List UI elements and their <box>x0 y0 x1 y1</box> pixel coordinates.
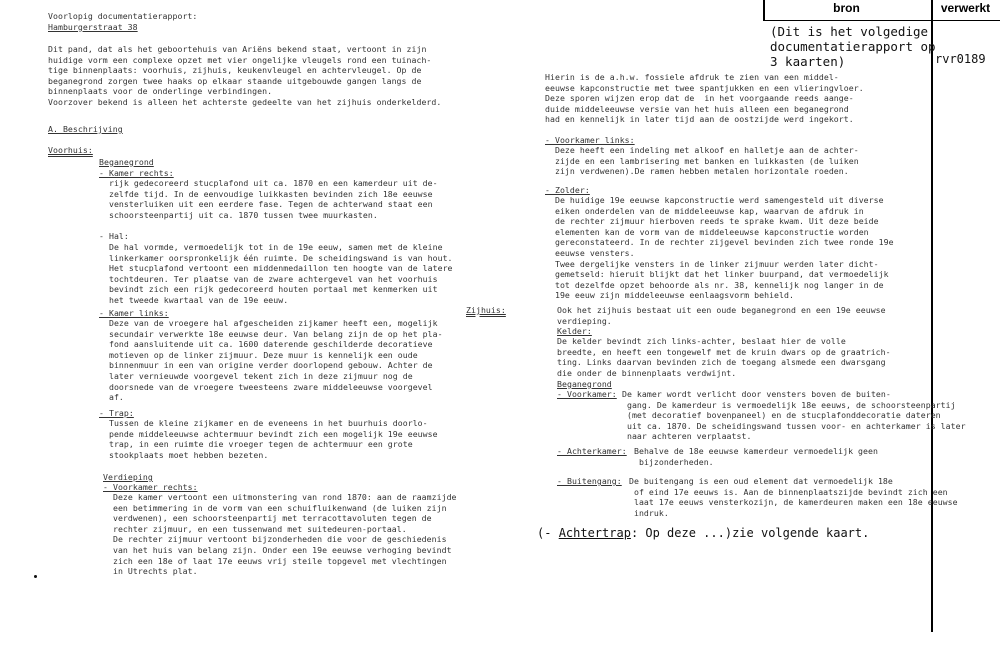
verwerkt-code: rvr0189 <box>935 52 986 66</box>
zijhuis-beganegrond-heading: Beganegrond <box>557 379 612 389</box>
achterkamer-heading: - Achterkamer: <box>557 446 627 456</box>
section-a-heading: A. Beschrijving <box>48 124 123 134</box>
kelder-text: De kelder bevindt zich links-achter, beslaat hier de volle breedte, en heeft een tongewelf met de kruin dwars op de graatrich- ting. Links daarvan bevinden zich de toegang alsmede een dwarsgang die onder de binnenplaats verdwijnt. <box>557 336 891 378</box>
voorkamer-links-heading: - Voorkamer links: <box>545 135 635 145</box>
header-table <box>763 0 1000 21</box>
hal-heading: - Hal: <box>99 231 129 241</box>
bottom-note <box>537 526 869 540</box>
buitengang-text: De buitengang is een oud element dat vermoedelijk 18e of eind 17e eeuws is. Aan de binnenplaatszijde bevindt zich een laat 17e eeuws vensterkozijn, de kamerdeuren maken een 18e eeuwse indruk. <box>628 476 958 518</box>
voorkamer-links-text: Deze heeft een indeling met alkoof en halletje aan de achter- zijde en een lambrisering met banken en luikkasten (de luiken zijn verdwenen).De ramen hebben metalen horizontale roeden. <box>554 145 859 177</box>
hal-text: De hal vormde, vermoedelijk tot in de 19e eeuw, samen met de kleine linkerkamer oorspronkelijk één ruimte. De scheidingswand is van hout. Het stucplafond vertoont een middenmedaillon ten hoogte van de latere tochtdeuren. Ter plaatse van de zware achtergevel van het voorhuis bevindt zich een rijk gedecoreerd houten portaal met kenmerken uit het tweede kwartaal van de 19e eeuw. <box>108 242 453 305</box>
verdieping-heading: Verdieping <box>103 472 153 482</box>
zolder-heading: - Zolder: <box>545 185 590 195</box>
zijhuis-heading: Zijhuis: <box>466 305 506 315</box>
kelder-heading: Kelder: <box>557 326 592 336</box>
verwerkt-column-header: verwerkt <box>940 1 991 15</box>
achtertrap-label: Achtertrap <box>558 526 631 540</box>
margin-dot <box>34 575 37 578</box>
voorhuis-heading: Voorhuis: <box>48 145 93 155</box>
bottom-note-prefix: (- <box>537 526 559 540</box>
report-address: Hamburgerstraat 38 <box>48 22 138 32</box>
zolder-intro-paragraph: Hierin is de a.h.w. fossiele afdruk te zien van een middel- eeuwse kapconstructie met twee spantjukken en een vlieringvloer. Deze sporen wijzen erop dat de in het voorgaande reeds aange- duide middeleeuwse versie van het huis alleen een beganegrond had en kennelijk in later tijd aan de oostzijde werd ingekort. <box>545 72 864 125</box>
trap-heading: - Trap: <box>99 408 134 418</box>
table-column-divider <box>931 0 933 632</box>
kamer-links-text: Deze van de vroegere hal afgescheiden zijkamer heeft een, mogelijk secundair verwerkte 18e eeuwse deur. Van belang zijn de op het pla- fond aansluitende uit ca. 1600 daterende geschilderde decoratieve motieven op de linker zijmuur. Deze muur is kennelijk een oude binnenmuur in een van origine verder doorlopend gebouw. Achter de later vernieuwde voorgevel tekent zich in deze zijmuur nog de doorsnede van de vroegere tweesteens zware middeleeuwse voorgevel af. <box>108 318 443 403</box>
bottom-note-suffix: : Op deze ...)zie volgende kaart. <box>630 526 870 540</box>
buitengang-heading: - Buitengang: <box>557 476 622 486</box>
trap-text: Tussen de kleine zijkamer en de eveneens in het buurhuis doorlo- pende middeleeuwse achtermuur bevindt zich een mogelijk 19e eeuwse trap, in een ruimte die vroeger tegen de achtermuur een grote stookplaats moet hebben bezeten. <box>108 418 438 460</box>
voorkamer-text: De kamer wordt verlicht door vensters boven de buiten- gang. De kamerdeur is vermoedelijk 18e eeuws, de schoorsteenpartij (met decoratief bovenpaneel) en de stucplafonddecoratie dateren uit ca. 1870. De scheidingswand tussen voor- en achterkamer is later naar achteren verplaatst. <box>621 389 966 442</box>
kamer-rechts-text: rijk gedecoreerd stucplafond uit ca. 1870 en een kamerdeur uit de- zelfde tijd. In de eenvoudige luikkasten bevinden zich 18e eeuwse vensterluiken uit een eerdere fase. Tegen de achterwand staat een schoorsteenpartij uit ca. 1870 tussen twee muurkasten. <box>108 178 438 220</box>
beganegrond-heading: Beganegrond <box>99 157 154 167</box>
voorkamer-rechts-heading: - Voorkamer rechts: <box>103 482 198 492</box>
intro-paragraph: Dit pand, dat als het geboortehuis van Ariëns bekend staat, vertoont in zijn huidige vorm een complexe opzet met vier ongelijke vleugels rond een tuinach- tige binnenplaats: voorhuis, zijhuis, keukenvleugel en achtervleugel. Op de beganegrond zorgen twee haaks op elkaar staande uitgebouwde gangen langs de binnenplaats voor de onderlinge verbindingen. Voorzover bekend is alleen het achterste gedeelte van het zijhuis onderkelderd. <box>48 44 442 107</box>
kamer-rechts-heading: - Kamer rechts: <box>99 168 174 178</box>
voorkamer-rechts-text: Deze kamer vertoont een uitmonstering van rond 1870: aan de raamzijde een betimmering in de vorm van een schuifluikenwand (de luiken zijn verdwenen), een schoorsteenpartij met terracottavoluten tegen de rechter zijmuur, en een tussenwand met suitedeuren-portaal. De rechter zijmuur vertoont bijzonderheden die voor de geschiedenis van het huis van belang zijn. Onder een 19e eeuwse verhoging bevindt zich een 18e of laat 17e eeuws vrij steile topgevel met vlechtingen in Utrechts plat. <box>112 492 457 577</box>
achterkamer-text: Behalve de 18e eeuwse kamerdeur vermoedelijk geen bijzonderheden. <box>633 446 878 467</box>
zijhuis-intro: Ook het zijhuis bestaat uit een oude beganegrond en een 19e eeuwse verdieping. <box>557 305 886 326</box>
zolder-text: De huidige 19e eeuwse kapconstructie werd samengesteld uit diverse eiken onderdelen van de middeleeuwse kap, waarvan de afdruk in de rechter zijmuur hierboven reeds te sprake kwam. Uit deze beide elementen kan de vorm van de middeleeuwse kapconstructie worden gereconstateerd. In de rechter zijgevel bevinden zich twee ronde 19e eeuwse vensters. Twee dergelijke vensters in de linker zijmuur werden later dicht- gemetseld: hieruit blijkt dat het linker buurpand, dat vermoedelijk tot dezelfde opzet behoorde als nr. 38, kennelijk nog langer in de 19e eeuw zijn middeleeuwse eenlaagsvorm behield. <box>554 195 894 301</box>
bron-column-header: bron <box>833 1 860 15</box>
report-title: Voorlopig documentatierapport: <box>48 11 198 21</box>
table-left-border <box>763 0 765 20</box>
voorkamer-heading: - Voorkamer: <box>557 389 617 399</box>
bron-note: (Dit is het volgedige documentatierapport op 3 kaarten) <box>770 24 936 69</box>
kamer-links-heading: - Kamer links: <box>99 308 169 318</box>
